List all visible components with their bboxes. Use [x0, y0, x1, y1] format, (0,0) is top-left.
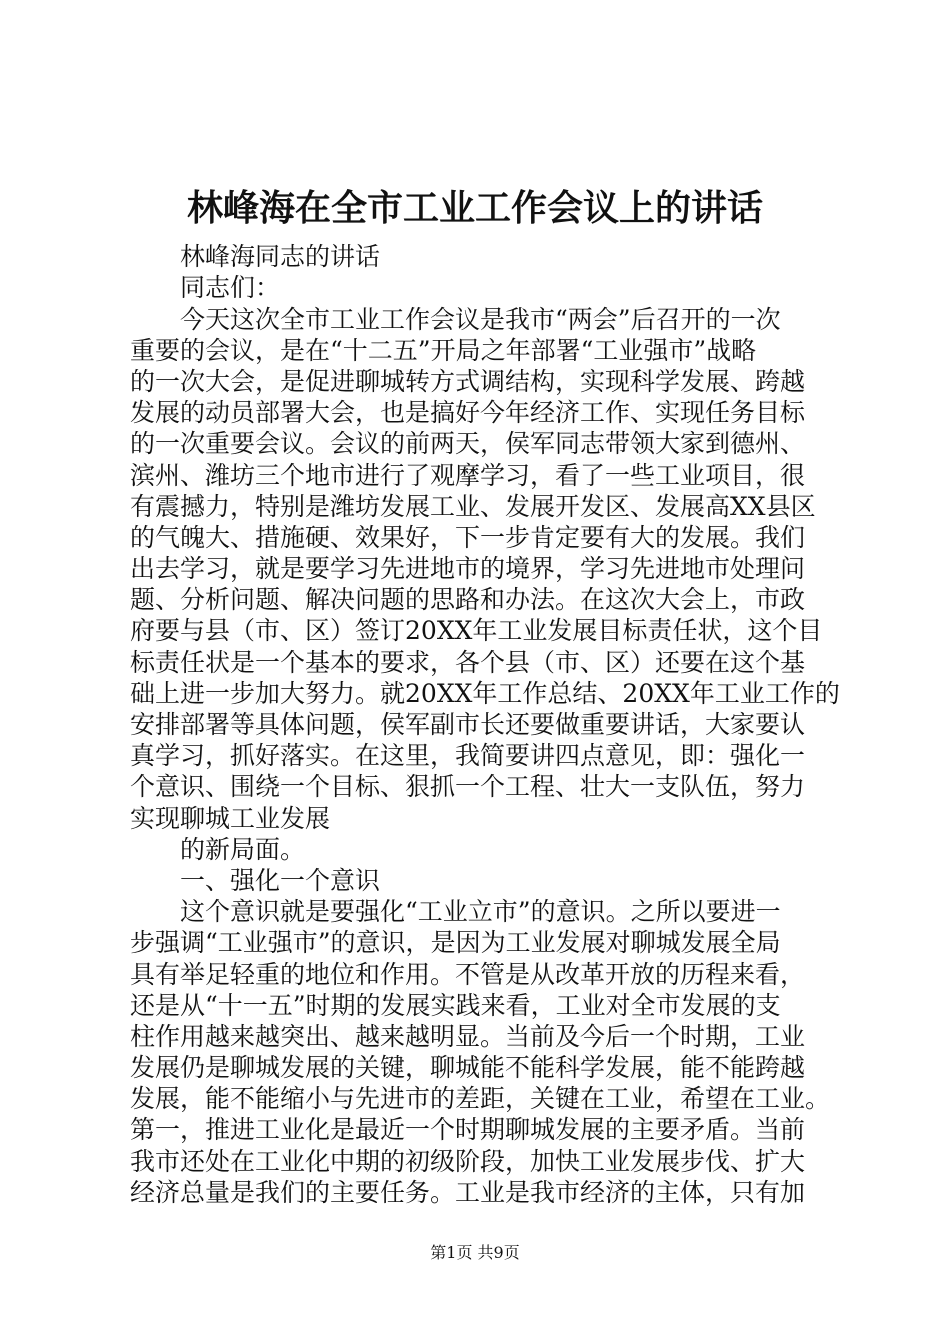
- paragraph-line: 今天这次全市工业工作会议是我市“两会”后召开的一次: [180, 304, 781, 334]
- paragraph-line: 的新局面。: [180, 834, 306, 864]
- paragraph-line: 发展仍是聊城发展的关键，聊城能不能科学发展，能不能跨越: [130, 1053, 806, 1083]
- paragraph-line: 安排部署等具体问题，侯军副市长还要做重要讲话，大家要认: [130, 710, 806, 739]
- speaker-line: 林峰海同志的讲话: [180, 242, 381, 272]
- paragraph-line: 标责任状是一个基本的要求，各个县（市、区）还要在这个基: [130, 647, 806, 677]
- paragraph-line: 还是从“十一五”时期的发展实践来看，工业对全市发展的支: [130, 990, 781, 1020]
- paragraph-line: 的一次重要会议。会议的前两天，侯军同志带领大家到德州、: [130, 429, 806, 459]
- page-footer: 第1页 共9页: [430, 1243, 520, 1262]
- paragraph-line: 真学习，抓好落实。在这里，我简要讲四点意见，即：强化一: [130, 741, 806, 771]
- paragraph-line: 题、分析问题、解决问题的思路和办法。在这次大会上，市政: [130, 585, 806, 615]
- paragraph-line: 第一，推进工业化是最近一个时期聊城发展的主要矛盾。当前: [130, 1115, 806, 1145]
- paragraph-line: 步强调“工业强市”的意识，是因为工业发展对聊城发展全局: [130, 928, 781, 958]
- paragraph-line: 经济总量是我们的主要任务。工业是我市经济的主体，只有加: [130, 1177, 806, 1207]
- paragraph-line: 重要的会议，是在“十二五”开局之年部署“工业强市”战略: [130, 335, 757, 365]
- paragraph-line: 实现聊城工业发展: [130, 803, 331, 833]
- paragraph-line: 滨州、潍坊三个地市进行了观摩学习，看了一些工业项目，很: [130, 460, 806, 490]
- section-heading: 一、强化一个意识: [180, 865, 381, 895]
- document-title: 林峰海在全市工业工作会议上的讲话: [186, 187, 763, 229]
- paragraph-line: 的一次大会，是促进聊城转方式调结构，实现科学发展、跨越: [130, 366, 806, 396]
- paragraph-line: 有震撼力，特别是潍坊发展工业、发展开发区、发展高XX县区: [130, 491, 816, 521]
- paragraph-line: 的气魄大、措施硬、效果好，下一步肯定要有大的发展。我们: [130, 522, 806, 552]
- paragraph-line: 础上进一步加大努力。就20XX年工作总结、20XX年工业工作的: [130, 678, 840, 708]
- paragraph-line: 柱作用越来越突出、越来越明显。当前及今后一个时期，工业: [130, 1021, 806, 1051]
- paragraph-line: 个意识、围绕一个目标、狠抓一个工程、壮大一支队伍，努力: [130, 772, 806, 802]
- paragraph-line: 具有举足轻重的地位和作用。不管是从改革开放的历程来看，: [130, 959, 806, 989]
- salutation-line: 同志们：: [180, 273, 281, 303]
- paragraph-line: 发展的动员部署大会，也是搞好今年经济工作、实现任务目标: [130, 398, 806, 428]
- document-body: [130, 210, 840, 1208]
- paragraph-line: 发展，能不能缩小与先进市的差距，关键在工业，希望在工业。: [130, 1084, 831, 1114]
- paragraph-line: 出去学习，就是要学习先进地市的境界，学习先进地市处理问: [130, 554, 806, 584]
- paragraph-line: 这个意识就是要强化“工业立市”的意识。之所以要进一: [180, 897, 781, 927]
- paragraph-line: 府要与县（市、区）签订20XX年工业发展目标责任状，这个目: [130, 616, 823, 646]
- paragraph-line: 我市还处在工业化中期的初级阶段，加快工业发展步伐、扩大: [130, 1146, 806, 1176]
